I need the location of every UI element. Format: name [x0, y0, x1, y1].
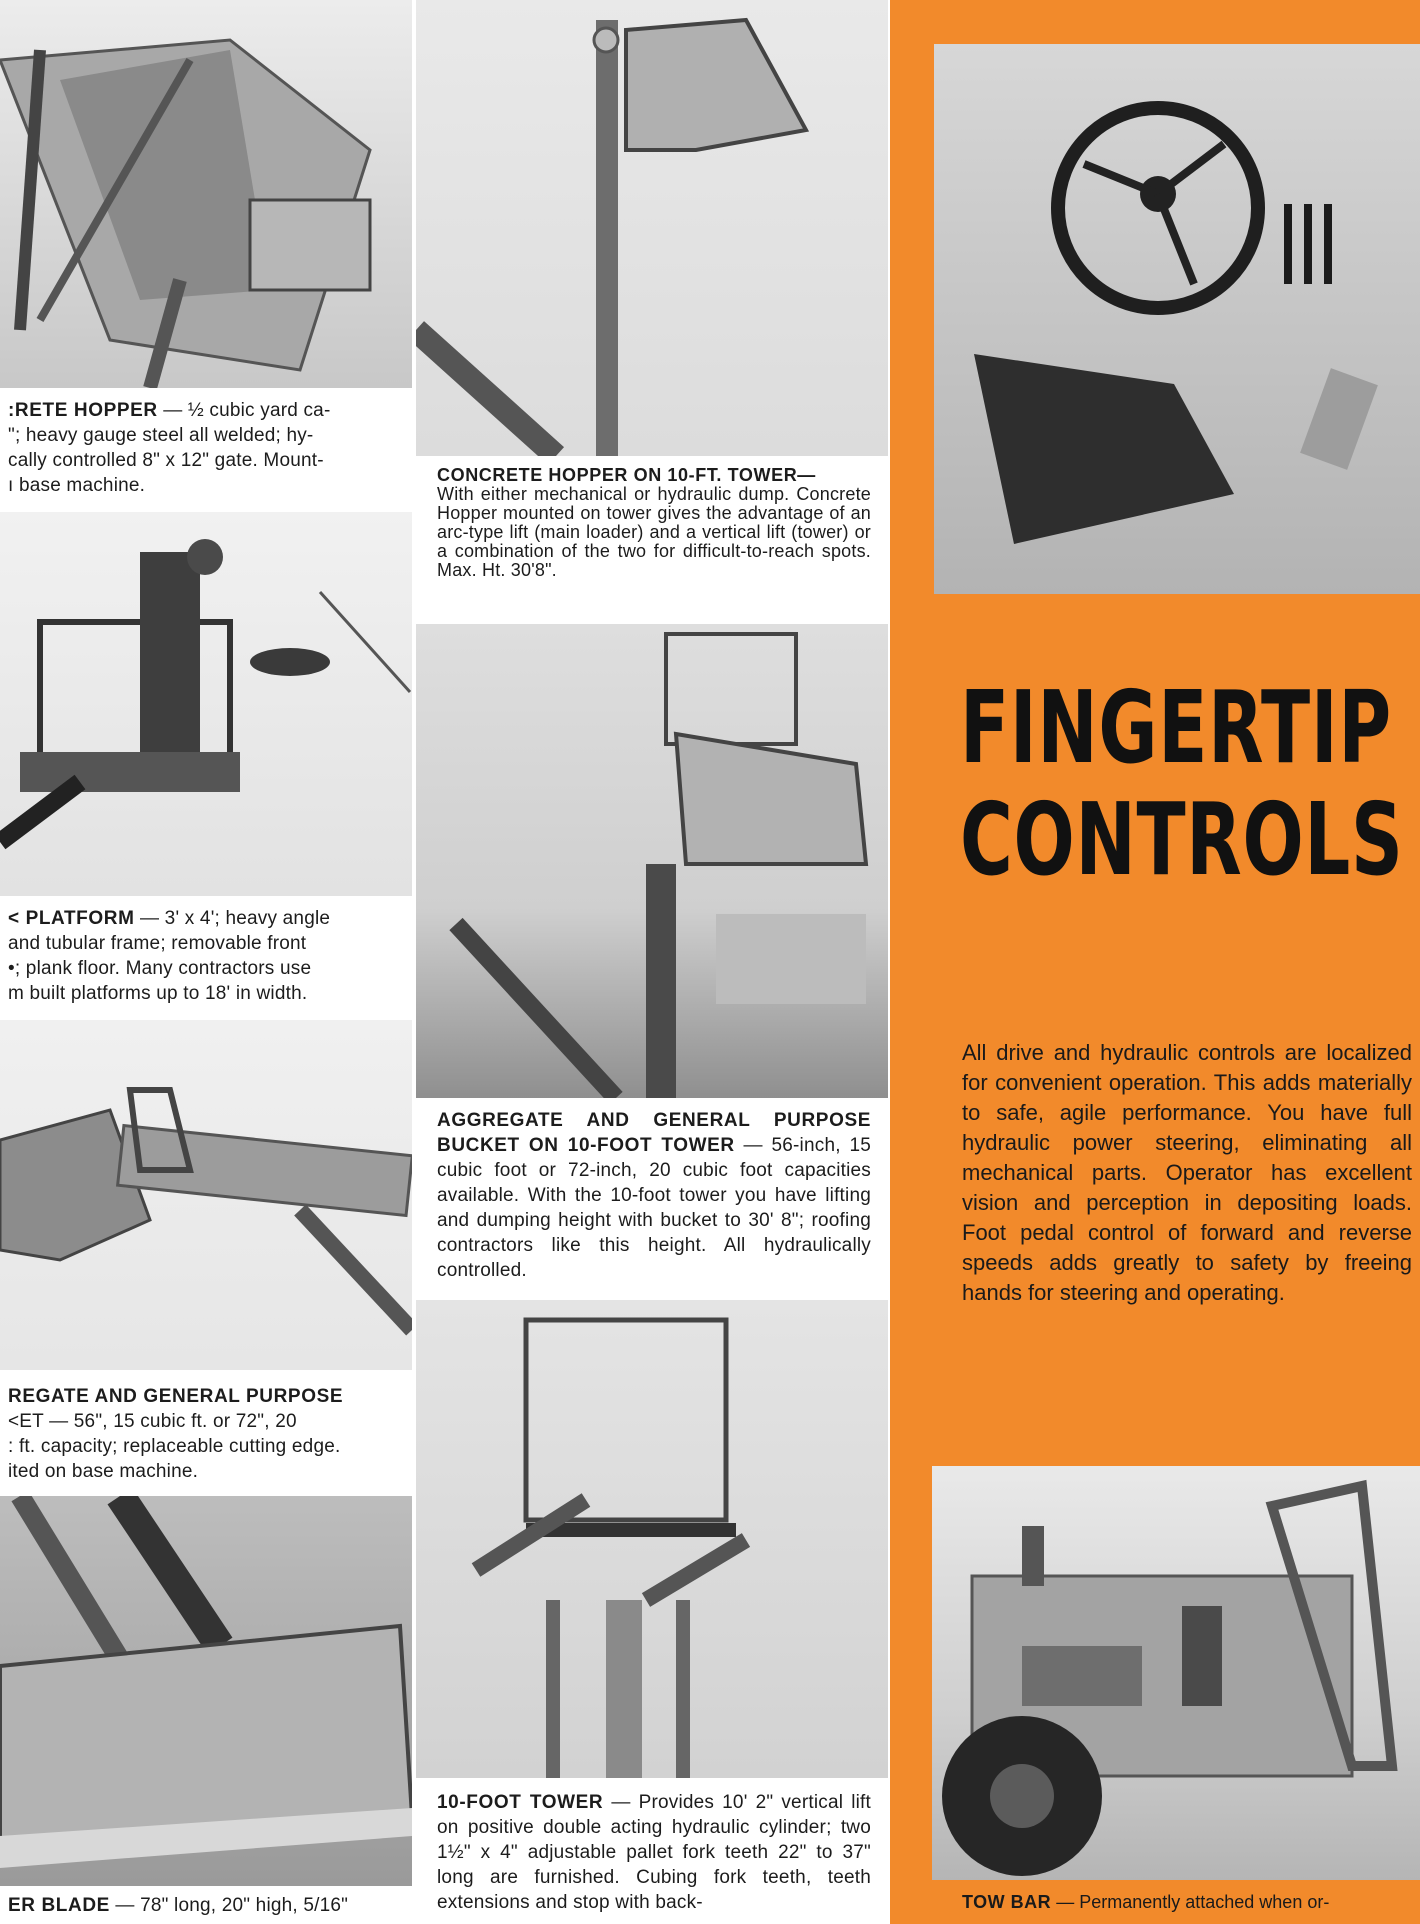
- operator-controls-photo: [934, 44, 1420, 594]
- bucket-title: REGATE AND GENERAL PURPOSE: [8, 1386, 344, 1407]
- work-platform-photo: [0, 512, 412, 896]
- dozer-blade-caption: [8, 1893, 396, 1918]
- tow-bar-photo: [932, 1466, 1420, 1880]
- ten-foot-tower-title: 10-FOOT TOWER: [437, 1792, 604, 1813]
- ten-foot-tower-caption: [437, 1790, 871, 1915]
- dozer-blade-photo: [0, 1496, 412, 1886]
- tow-bar-illustration: [932, 1466, 1420, 1880]
- caption-line: ited on base machine.: [8, 1461, 199, 1482]
- operator-controls-illustration: [934, 44, 1420, 594]
- dozer-blade-title: ER BLADE: [8, 1895, 110, 1916]
- bucket-photo: [0, 1020, 412, 1370]
- caption-line: cally controlled 8" x 12" gate. Mount-: [8, 450, 324, 471]
- caption-line: ı base machine.: [8, 475, 146, 496]
- caption-line: •; plank floor. Many contractors use: [8, 958, 312, 979]
- caption-text: — 78" long, 20" high, 5/16": [115, 1895, 349, 1916]
- bucket-caption: [8, 1384, 396, 1484]
- tow-bar-caption: [962, 1892, 1329, 1913]
- caption-line: — 3' x 4'; heavy angle: [140, 908, 331, 929]
- tow-bar-title: TOW BAR: [962, 1892, 1052, 1912]
- bucket-on-tower-photo: [416, 624, 888, 1098]
- caption-line: <ET — 56", 15 cubic ft. or 72", 20: [8, 1411, 297, 1432]
- hopper-on-tower-caption: [437, 466, 871, 580]
- headline-line-1: FINGERTIP: [960, 669, 1392, 786]
- headline-line-2: CONTROLS: [960, 781, 1404, 898]
- work-platform-illustration: [0, 512, 412, 896]
- caption-text: — 56-inch, 15 cubic foot or 72-inch, 20 cubic foot capacities available. With the 10-foot tower you have lifting and dumping height with bucket to 30' 8"; roofing contractors like this height. All hydraulically controlled.: [437, 1135, 871, 1281]
- concrete-hopper-photo: [0, 0, 412, 388]
- hopper-on-tower-title: CONCRETE HOPPER ON 10-FT. TOWER—: [437, 465, 816, 485]
- bucket-on-tower-caption: [437, 1108, 871, 1283]
- ten-foot-tower-photo: [416, 1300, 888, 1778]
- dozer-blade-illustration: [0, 1496, 412, 1886]
- bucket-on-tower-illustration: [416, 624, 888, 1098]
- bucket-illustration: [0, 1020, 412, 1370]
- bucket-on-tower-title: AGGREGATE AND GENERAL PURPOSE BUCKET ON 10-FOOT TOWER: [437, 1110, 871, 1156]
- concrete-hopper-caption: [8, 398, 396, 498]
- hopper-on-tower-photo: [416, 0, 888, 456]
- caption-text: With either mechanical or hydraulic dump. Concrete Hopper mounted on tower gives the advantage of an arc-type lift (main loader) and a vertical lift (tower) or a combination of the two for difficult-to-reach spots. Max. Ht. 30'8".: [437, 484, 871, 580]
- work-platform-caption: [8, 906, 396, 1006]
- concrete-hopper-title: :RETE HOPPER: [8, 400, 158, 421]
- hopper-on-tower-illustration: [416, 0, 888, 456]
- controls-body-text: All drive and hydraulic controls are localized for convenient operation. This adds materially to safe, agile performance. You have full hydraulic power steering, eliminating all mechanical parts. Operator has excellent vision and perception in depositing loads. Foot pedal control of forward and reverse speeds adds greatly to safety by freeing hands for steering and operating.: [962, 1040, 1412, 1305]
- caption-text: — Permanently attached when or-: [1056, 1892, 1330, 1912]
- ten-foot-tower-illustration: [416, 1300, 888, 1778]
- caption-line: and tubular frame; removable front: [8, 933, 307, 954]
- fingertip-controls-headline: [960, 669, 1404, 898]
- caption-line: — ½ cubic yard ca-: [163, 400, 331, 421]
- work-platform-title: < PLATFORM: [8, 908, 135, 929]
- caption-text: — Provides 10' 2" vertical lift on positive double acting hydraulic cylinder; two 1½" x 4" adjustable pallet fork teeth 22" to 37" long are furnished. Cubing fork teeth, teeth extensions and stop with back-: [437, 1792, 871, 1913]
- caption-line: "; heavy gauge steel all welded; hy-: [8, 425, 314, 446]
- caption-line: m built platforms up to 18' in width.: [8, 983, 308, 1004]
- caption-line: : ft. capacity; replaceable cutting edge.: [8, 1436, 341, 1457]
- concrete-hopper-illustration: [0, 0, 412, 388]
